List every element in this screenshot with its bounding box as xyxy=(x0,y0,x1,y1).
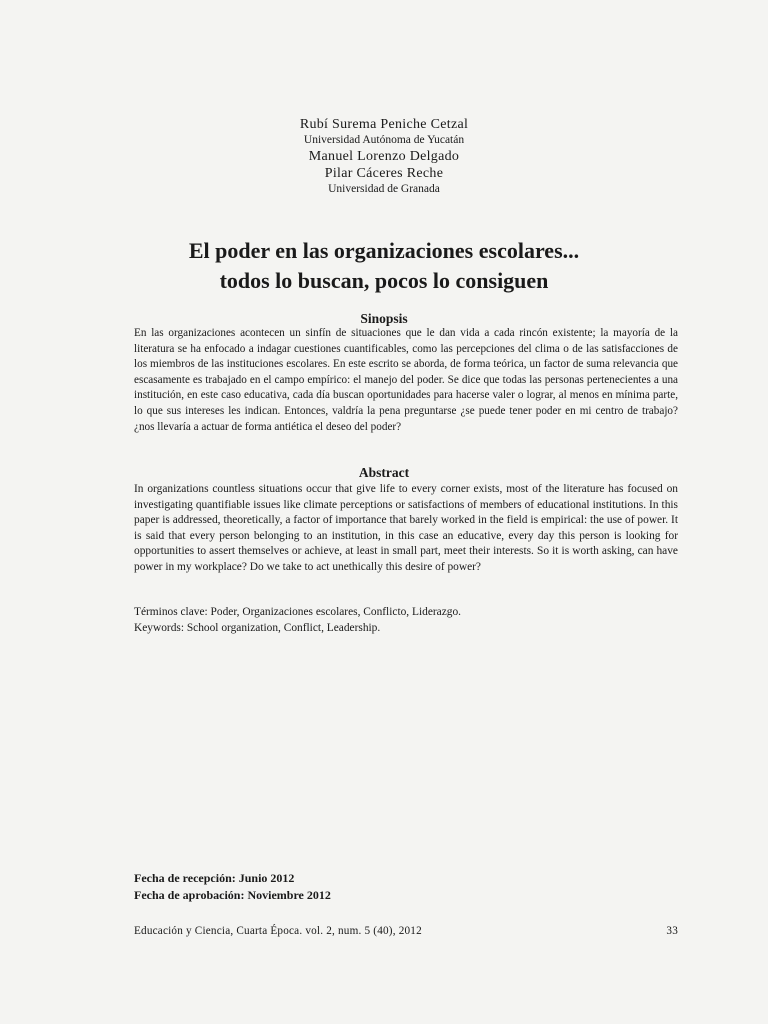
fecha-aprobacion xyxy=(134,887,331,904)
fecha-aprobacion-label: Fecha de aprobación: xyxy=(134,888,245,902)
author-affiliation: Universidad de Granada xyxy=(328,183,440,195)
keywords-block xyxy=(134,604,678,636)
page-number: 33 xyxy=(666,925,678,937)
fecha-aprobacion-value: Noviembre 2012 xyxy=(247,888,331,902)
author-name: Manuel Lorenzo Delgado xyxy=(308,149,460,164)
author-block xyxy=(0,116,768,197)
abstract-heading: Abstract xyxy=(358,465,410,480)
keywords-line: Keywords: School organization, Conflict, Leadership. xyxy=(134,622,381,634)
journal-citation: Educación y Ciencia, Cuarta Época. vol. 2, num. 5 (40), 2012 xyxy=(134,925,422,937)
page-footer xyxy=(134,925,678,937)
fecha-recepcion xyxy=(134,870,331,887)
author-affiliation: Universidad Autónoma de Yucatán xyxy=(303,134,465,146)
author-name: Rubí Surema Peniche Cetzal xyxy=(299,117,469,132)
title-line: todos lo buscan, pocos lo consiguen xyxy=(219,268,549,293)
title-line: El poder en las organizaciones escolares... xyxy=(188,238,580,263)
abstract-text: In organizations countless situations occur that give life to every corner exists, most of the literature has focused on investigating quantifiable issues like climate perceptions or satisfactions of members of educational institutions. In this paper is addressed, theoretically, a factor of importance that barely worked in the field is empirical: the use of power. It is said that every person belonging to an institution, in this case an educative, every day this person is looking for opportunities to assert themselves or achieve, at least in small part, meet their interests. So it is worth asking, can have power in my workplace? Do we take to act unethically this desire of power? xyxy=(134,483,678,573)
fecha-recepcion-value: Junio 2012 xyxy=(238,871,295,885)
author-name: Pilar Cáceres Reche xyxy=(324,166,444,181)
fecha-recepcion-label: Fecha de recepción: xyxy=(134,871,236,885)
sinopsis-heading: Sinopsis xyxy=(360,311,408,326)
sinopsis-text: En las organizaciones acontecen un sinfín de situaciones que le dan vida a cada rincón existente; la mayoría de la literatura se ha enfocado a indagar cuestiones cuantificables, como las percepciones del clima o de las satisfacciones de los miembros de las instituciones escolares. En este escrito se aborda, de forma teórica, un factor de suma relevancia que escasamente es trabajado en el campo empírico: el manejo del poder. Se dice que todas las personas pertenecientes a una institución, en este caso educativa, cada día buscan oportunidades para hacerse valer o lograr, al menos en mínima parte, lo que sus intereses les indican. Entonces, valdría la pena preguntarse ¿se puede tener poder en mi centro de trabajo? ¿nos llevaría a actuar de forma antiética el deseo del poder? xyxy=(134,327,678,433)
terminos-clave: Términos clave: Poder, Organizaciones escolares, Conflicto, Liderazgo. xyxy=(134,606,462,618)
dates-block xyxy=(134,870,331,904)
paper-title xyxy=(100,236,668,296)
